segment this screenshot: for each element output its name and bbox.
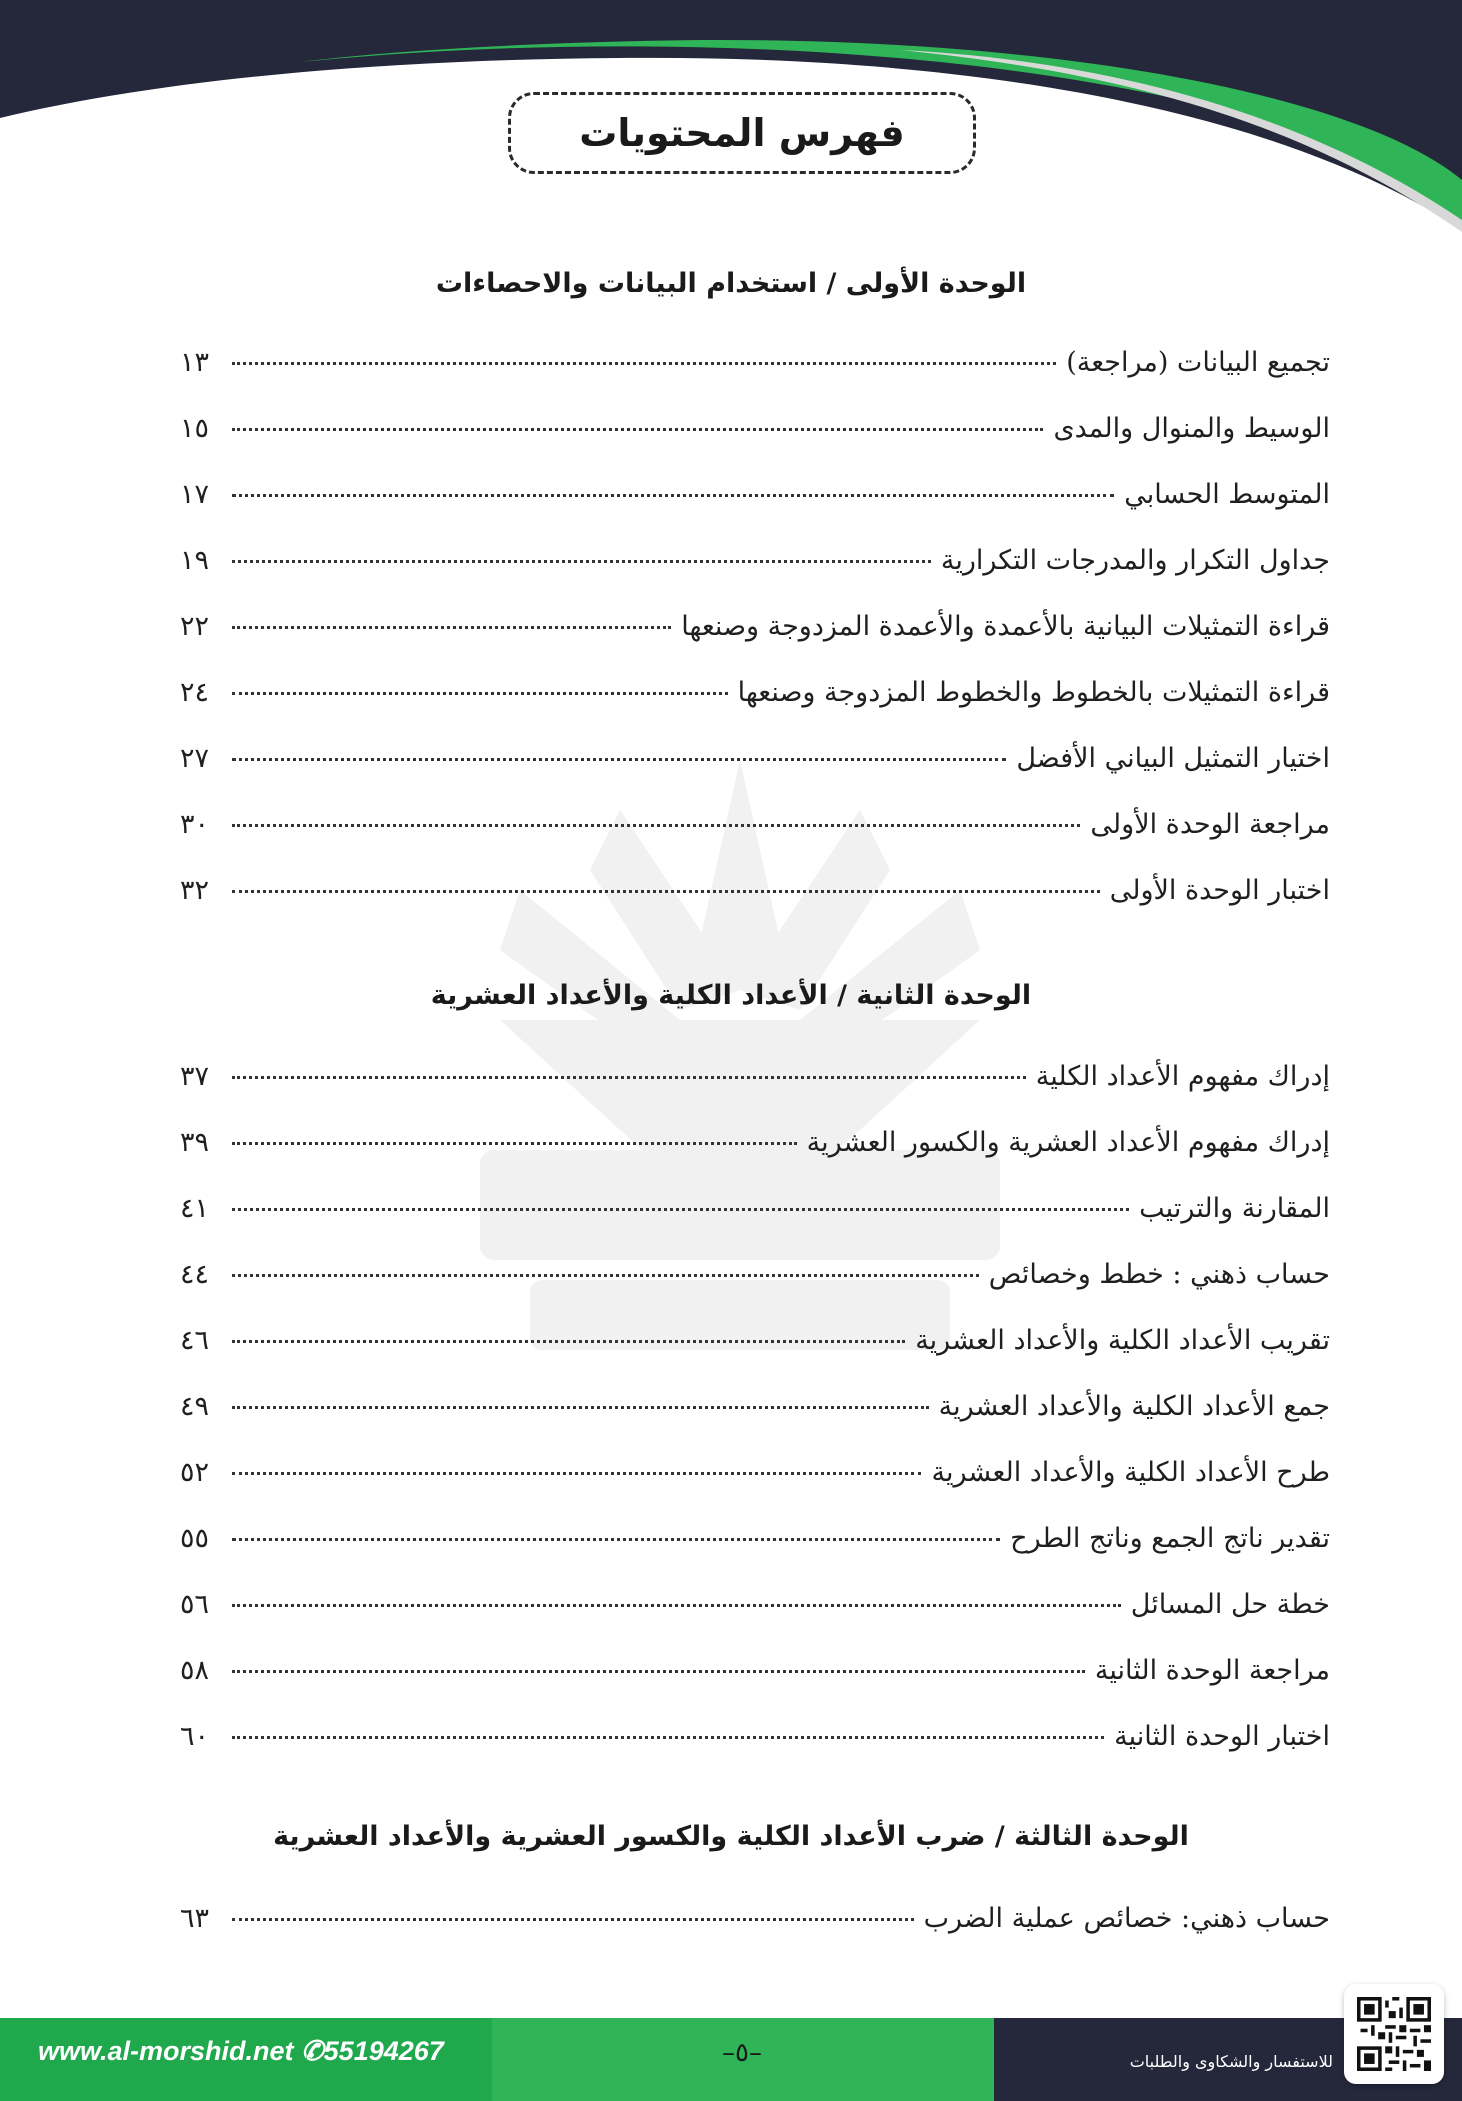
footer-contact — [38, 2036, 444, 2067]
toc-entry-label: قراءة التمثيلات البيانية بالأعمدة والأعمدة المزدوجة وصنعها — [681, 611, 1330, 642]
toc-entry[interactable] — [180, 1193, 1330, 1259]
page-title: فهرس المحتويات — [579, 111, 905, 155]
dot-leader — [232, 362, 1056, 365]
toc-entry-page: ٣٠ — [180, 809, 210, 840]
dot-leader — [232, 1142, 797, 1145]
unit-2-list — [180, 1061, 1330, 1787]
toc-entry-page: ٥٥ — [180, 1523, 210, 1554]
toc-entry[interactable] — [180, 1259, 1330, 1325]
toc-entry[interactable] — [180, 347, 1330, 413]
toc-entry-label: اختيار التمثيل البياني الأفضل — [1016, 743, 1330, 774]
toc-entry-page: ٤٤ — [180, 1259, 210, 1290]
unit-1-heading: الوحدة الأولى / استخدام البيانات والاحصاءات — [435, 268, 1027, 299]
toc-entry-label: مراجعة الوحدة الأولى — [1090, 809, 1330, 840]
dot-leader — [232, 1918, 914, 1921]
page-title-frame — [508, 92, 976, 174]
toc-entry-page: ٥٢ — [180, 1457, 210, 1488]
dot-leader — [232, 428, 1043, 431]
toc-entry-label: اختبار الوحدة الثانية — [1114, 1721, 1330, 1752]
dot-leader — [232, 692, 728, 695]
unit-2-heading: الوحدة الثانية / الأعداد الكلية والأعداد العشرية — [430, 980, 1032, 1011]
website-link[interactable]: www.al-morshid.net — [38, 2036, 294, 2066]
dot-leader — [232, 1076, 1026, 1079]
toc-entry-label: الوسيط والمنوال والمدى — [1053, 413, 1330, 444]
dot-leader — [232, 1208, 1129, 1211]
toc-entry[interactable] — [180, 1325, 1330, 1391]
page-number: –٥– — [722, 2038, 762, 2068]
dot-leader — [232, 1406, 929, 1409]
toc-entry-label: جداول التكرار والمدرجات التكرارية — [940, 545, 1330, 576]
toc-entry[interactable] — [180, 1391, 1330, 1457]
toc-entry-page: ١٧ — [180, 479, 210, 510]
toc-entry[interactable] — [180, 743, 1330, 809]
dot-leader — [232, 1538, 1000, 1541]
toc-entry[interactable] — [180, 545, 1330, 611]
dot-leader — [232, 1670, 1085, 1673]
toc-entry-label: جمع الأعداد الكلية والأعداد العشرية — [938, 1391, 1330, 1422]
dot-leader — [232, 890, 1100, 893]
unit-3-list — [180, 1903, 1330, 1969]
toc-entry-page: ٦٣ — [180, 1903, 210, 1934]
toc-entry-page: ٦٠ — [180, 1721, 210, 1752]
unit-1-list — [180, 347, 1330, 941]
toc-entry-label: تقريب الأعداد الكلية والأعداد العشرية — [915, 1325, 1330, 1356]
toc-entry[interactable] — [180, 1655, 1330, 1721]
unit-3-heading: الوحدة الثالثة / ضرب الأعداد الكلية والكسور العشرية والأعداد العشرية — [273, 1821, 1189, 1852]
toc-entry-label: مراجعة الوحدة الثانية — [1094, 1655, 1330, 1686]
toc-entry[interactable] — [180, 1061, 1330, 1127]
toc-entry-page: ٥٦ — [180, 1589, 210, 1620]
dot-leader — [232, 1604, 1121, 1607]
toc-entry-page: ٣٩ — [180, 1127, 210, 1158]
toc-entry-page: ١٣ — [180, 347, 210, 378]
dot-leader — [232, 758, 1006, 761]
toc-entry[interactable] — [180, 875, 1330, 941]
phone-number[interactable]: ✆55194267 — [301, 2036, 444, 2066]
dot-leader — [232, 1340, 905, 1343]
dot-leader — [232, 824, 1080, 827]
toc-entry-page: ٣٢ — [180, 875, 210, 906]
toc-entry[interactable] — [180, 1589, 1330, 1655]
dot-leader — [232, 626, 671, 629]
toc-entry-label: حساب ذهني: خصائص عملية الضرب — [923, 1903, 1330, 1934]
footer-note: للاستفسار والشكاوى والطلبات — [1129, 2052, 1333, 2071]
toc-entry-page: ٤٩ — [180, 1391, 210, 1422]
toc-entry-page: ٢٤ — [180, 677, 210, 708]
toc-entry[interactable] — [180, 809, 1330, 875]
toc-entry-label: تجميع البيانات (مراجعة) — [1066, 347, 1330, 378]
toc-entry-page: ٢٧ — [180, 743, 210, 774]
qr-code-icon — [1357, 1997, 1431, 2071]
toc-entry[interactable] — [180, 611, 1330, 677]
toc-entry-label: خطة حل المسائل — [1130, 1589, 1330, 1620]
toc-entry-page: ٤٦ — [180, 1325, 210, 1356]
toc-entry-page: ١٥ — [180, 413, 210, 444]
toc-entry[interactable] — [180, 1457, 1330, 1523]
dot-leader — [232, 1274, 979, 1277]
toc-entry[interactable] — [180, 1903, 1330, 1969]
toc-entry[interactable] — [180, 479, 1330, 545]
toc-entry-page: ٣٧ — [180, 1061, 210, 1092]
toc-entry[interactable] — [180, 1523, 1330, 1589]
toc-entry-label: إدراك مفهوم الأعداد العشرية والكسور العشرية — [806, 1127, 1330, 1158]
toc-entry-page: ١٩ — [180, 545, 210, 576]
dot-leader — [232, 494, 1114, 497]
toc-entry-label: تقدير ناتج الجمع وناتج الطرح — [1010, 1523, 1330, 1554]
toc-entry-label: المتوسط الحسابي — [1124, 479, 1330, 510]
toc-entry-page: ٤١ — [180, 1193, 210, 1224]
toc-entry-page: ٢٢ — [180, 611, 210, 642]
toc-entry-label: طرح الأعداد الكلية والأعداد العشرية — [931, 1457, 1330, 1488]
toc-entry-page: ٥٨ — [180, 1655, 210, 1686]
toc-entry[interactable] — [180, 1721, 1330, 1787]
toc-entry-label: إدراك مفهوم الأعداد الكلية — [1035, 1061, 1330, 1092]
dot-leader — [232, 560, 931, 563]
toc-entry-label: حساب ذهني : خطط وخصائص — [988, 1259, 1330, 1290]
toc-entry[interactable] — [180, 1127, 1330, 1193]
dot-leader — [232, 1736, 1104, 1739]
toc-entry-label: قراءة التمثيلات بالخطوط والخطوط المزدوجة وصنعها — [737, 677, 1330, 708]
toc-entry-label: المقارنة والترتيب — [1139, 1193, 1330, 1224]
toc-entry-label: اختبار الوحدة الأولى — [1109, 875, 1330, 906]
qr-code-card[interactable] — [1344, 1984, 1444, 2084]
toc-entry[interactable] — [180, 413, 1330, 479]
toc-entry[interactable] — [180, 677, 1330, 743]
dot-leader — [232, 1472, 921, 1475]
